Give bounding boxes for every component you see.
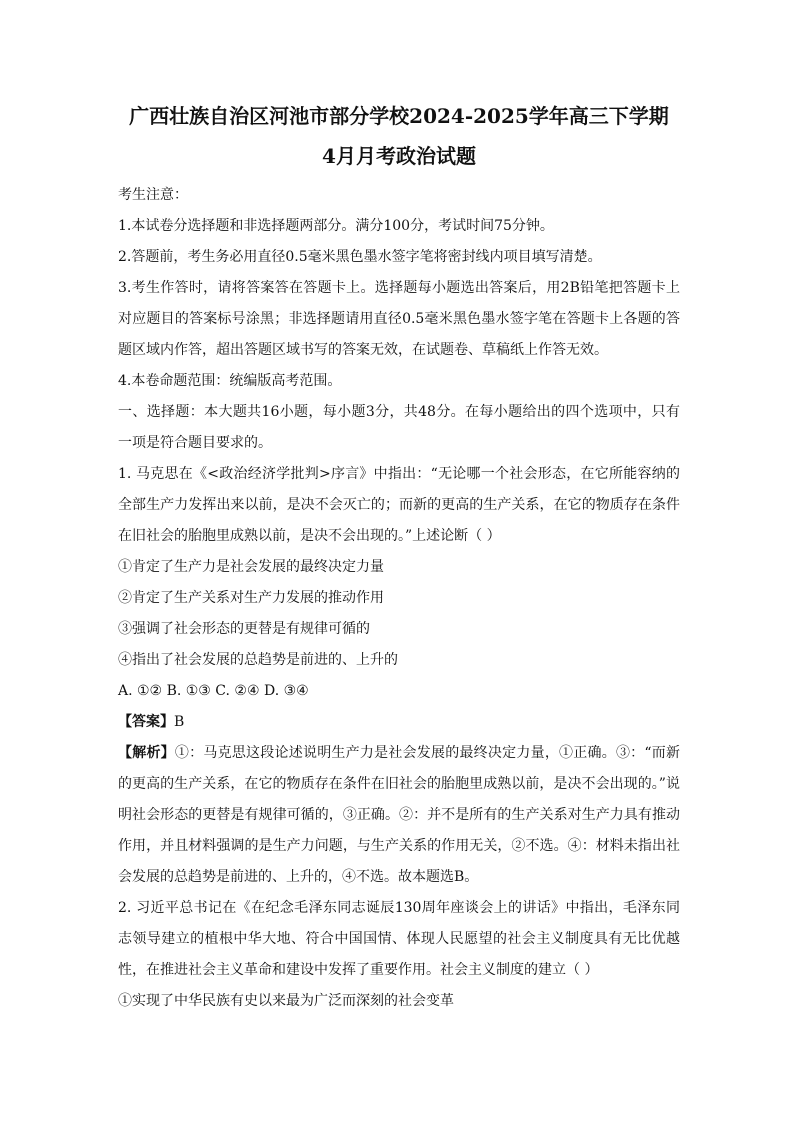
question-1-stem: 1. 马克思在《<政治经济学批判>序言》中指出：“无论哪一个社会形态，在它所能容纳的全部生产力发挥出来以前，是决不会灭亡的；而新的更高的生产关系，在它的物质存在条件在旧社会的胎胞里成熟以前，是决不会出现的。”上述论断（ ）	[118, 466, 680, 544]
document-title	[118, 96, 680, 176]
answer-tag: 【答案】	[118, 714, 174, 730]
question-1-option-1: ①肯定了生产力是社会发展的最终决定力量	[118, 559, 384, 575]
analysis-tag: 【解析】	[118, 745, 175, 761]
question-2-option-1: ①实现了中华民族有史以来最为广泛而深刻的社会变革	[118, 993, 454, 1009]
answer-value: B	[174, 714, 185, 730]
section-heading: 一、选择题：本大题共16小题，每小题3分，共48分。在每小题给出的四个选项中，只有一项是符合题目要求的。	[118, 404, 680, 451]
notice-item-2: 2.答题前，考生务必用直径0.5毫米黑色墨水签字笔将密封线内项目填写清楚。	[118, 249, 602, 265]
question-1-analysis	[118, 738, 680, 893]
document-page	[118, 96, 680, 1017]
analysis-text: ①：马克思这段论述说明生产力是社会发展的最终决定力量，①正确。③：“而新的更高的生产关系，在它的物质存在条件在旧社会的胎胞里成熟以前，是决不会出现的。”说明社会形态的更替是有规律可循的，③正确。②：并不是所有的生产关系对生产力具有推动作用，并且材料强调的是生产力问题，与生产关系的作用无关，②不选。④：材料未指出社会发展的总趋势是前进的、上升的，④不选。故本题选B。	[118, 745, 681, 885]
notice-heading: 考生注意：	[118, 187, 188, 203]
notice-item-3: 3.考生作答时，请将答案答在答题卡上。选择题每小题选出答案后，用2B铅笔把答题卡上对应题目的答案标号涂黑；非选择题请用直径0.5毫米黑色墨水签字笔在答题卡上各题的答题区域内作答，超出答题区域书写的答案无效，在试题卷、草稿纸上作答无效。	[118, 280, 680, 358]
question-1-option-4: ④指出了社会发展的总趋势是前进的、上升的	[118, 652, 398, 668]
question-1-answer	[118, 707, 680, 738]
title-line-2: 4月月考政治试题	[322, 144, 476, 168]
question-2-stem: 2. 习近平总书记在《在纪念毛泽东同志诞辰130周年座谈会上的讲话》中指出，毛泽东同志领导建立的植根中华大地、符合中国国情、体现人民愿望的社会主义制度具有无比优越性，在推进社会主义革命和建设中发挥了重要作用。社会主义制度的建立（ ）	[118, 900, 680, 978]
question-1-option-2: ②肯定了生产关系对生产力发展的推动作用	[118, 590, 384, 606]
notice-item-1: 1.本试卷分选择题和非选择题两部分。满分100分，考试时间75分钟。	[118, 218, 554, 234]
question-1-option-3: ③强调了社会形态的更替是有规律可循的	[118, 621, 370, 637]
question-1-choices: A. ①② B. ①③ C. ②④ D. ③④	[118, 683, 309, 699]
notice-item-4: 4.本卷命题范围：统编版高考范围。	[118, 373, 342, 389]
title-line-1: 广西壮族自治区河池市部分学校2024-2025学年高三下学期	[129, 104, 669, 128]
